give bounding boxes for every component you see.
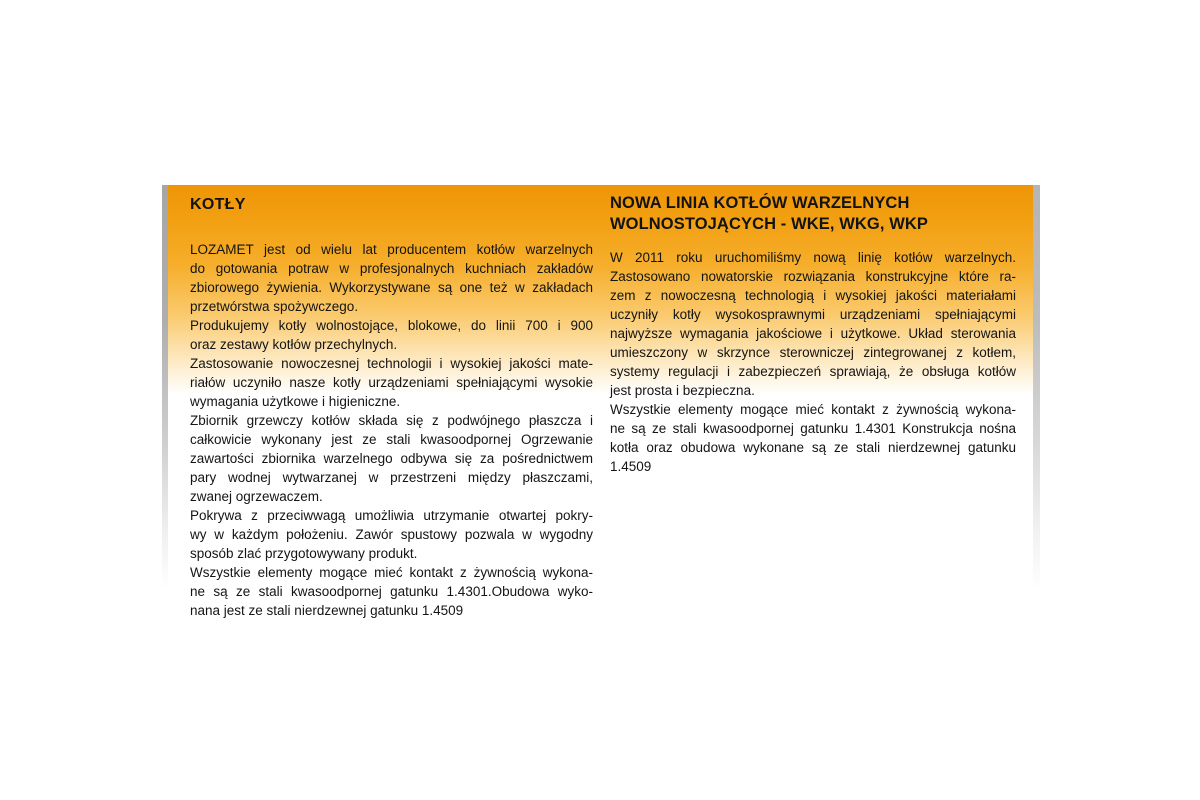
brochure-panel: [162, 185, 1040, 800]
left-column-paragraphs: [190, 240, 593, 620]
paragraph: [190, 354, 593, 411]
text-line: do gotowania potraw w profesjonalnych kuchniach zakładów: [190, 261, 593, 276]
text-line: umieszczony w skrzynce sterowniczej zintegrowanej z kotłem,: [610, 345, 1016, 360]
paragraph: [610, 248, 1016, 400]
text-line: Produkujemy kotły wolnostojące, blokowe, do linii 700 i 900: [190, 318, 593, 333]
text-line: jest prosta i bezpieczna.: [610, 383, 755, 398]
text-line: ne są ze stali kwasoodpornej gatunku 1.4301.Obudowa wyko-: [190, 584, 593, 599]
panel-right-shadow: [1033, 185, 1040, 800]
text-line: wy w każdym położeniu. Zawór spustowy pozwala w wygodny: [190, 527, 593, 542]
text-line: pary wodnej wytwarzanej w przestrzeni między płaszczami,: [190, 470, 593, 485]
paragraph: [190, 411, 593, 506]
panel-gradient-background: [168, 185, 1033, 800]
text-line: zbiorowego żywienia. Wykorzystywane są one też w zakładach: [190, 280, 593, 295]
text-line: riałów uczyniło nasze kotły urządzeniami spełniającymi wysokie: [190, 375, 593, 390]
text-line: całkowicie wykonany jest ze stali kwasoodpornej Ogrzewanie: [190, 432, 593, 447]
text-line: nana jest ze stali nierdzewnej gatunku 1.4509: [190, 603, 464, 618]
text-line: Zbiornik grzewczy kotłów składa się z podwójnego płaszcza i: [190, 413, 593, 428]
heading-line: NOWA LINIA KOTŁÓW WARZELNYCH: [610, 194, 910, 212]
text-line: Wszystkie elementy mogące mieć kontakt z żywnością wykona-: [190, 565, 593, 580]
paragraph: [190, 240, 593, 316]
right-column-paragraphs: [610, 248, 1016, 476]
text-line: W 2011 roku uruchomiliśmy nową linię kotłów warzelnych.: [610, 250, 1016, 265]
right-column-heading: [610, 193, 1016, 235]
paragraph: [190, 563, 593, 620]
right-column: [610, 193, 1016, 800]
text-line: zem z nowoczesną technologią i wysokiej jakości materiałami: [610, 288, 1016, 303]
text-line: uczyniły kotły wysokosprawnymi urządzeniami spełniającymi: [610, 307, 1016, 322]
text-line: przetwórstwa spożywczego.: [190, 299, 359, 314]
text-line: wymagania użytkowe i higieniczne.: [190, 394, 401, 409]
text-line: zawartości zbiornika warzelnego odbywa się za pośrednictwem: [190, 451, 593, 466]
text-line: sposób zlać przygotowywany produkt.: [190, 546, 418, 561]
text-line: Zastosowano nowatorskie rozwiązania konstrukcyjne które ra-: [610, 269, 1016, 284]
left-column: [190, 193, 593, 800]
paragraph: [190, 506, 593, 563]
text-line: zwanej ogrzewaczem.: [190, 489, 323, 504]
paragraph: [610, 400, 1016, 476]
text-line: Zastosowanie nowoczesnej technologii i wysokiej jakości mate-: [190, 356, 593, 371]
heading-line: WOLNOSTOJĄCYCH - WKE, WKG, WKP: [610, 215, 929, 233]
text-line: najwyższe wymagania jakościowe i użytkowe. Układ sterowania: [610, 326, 1016, 341]
text-line: ne są ze stali kwasoodpornej gatunku 1.4301 Konstrukcja nośna: [610, 421, 1016, 436]
text-line: oraz zestawy kotłów przechylnych.: [190, 337, 398, 352]
paragraph: [190, 316, 593, 354]
text-line: systemy regulacji i zabezpieczeń sprawiają, że obsługa kotłów: [610, 364, 1016, 379]
text-line: Wszystkie elementy mogące mieć kontakt z żywnością wykona-: [610, 402, 1016, 417]
text-line: 1.4509: [610, 459, 652, 474]
text-line: kotła oraz obudowa wykonane są ze stali nierdzewnej gatunku: [610, 440, 1016, 455]
left-column-heading: KOTŁY: [190, 196, 246, 213]
text-line: LOZAMET jest od wielu lat producentem kotłów warzelnych: [190, 242, 593, 257]
text-line: Pokrywa z przeciwwagą umożliwia utrzymanie otwartej pokry-: [190, 508, 593, 523]
